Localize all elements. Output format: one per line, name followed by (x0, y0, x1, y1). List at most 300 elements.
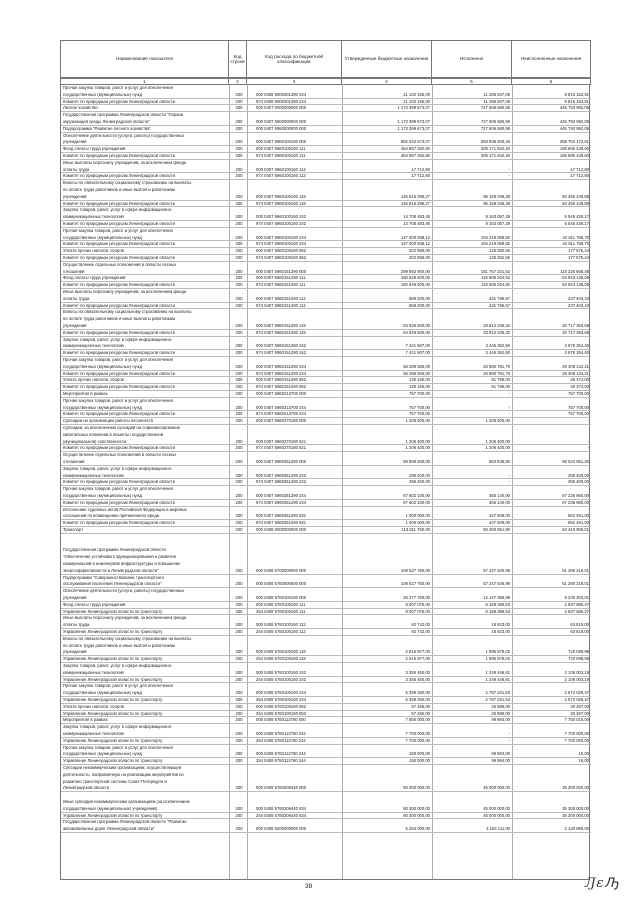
cell-name: Закупка товаров, работ, услуг в сфере информационно- (63, 337, 173, 342)
table-row (61, 465, 591, 472)
header-code: Код строки (229, 41, 247, 78)
cell-rest: 63 819,00 (570, 630, 589, 634)
cell-approved: 92 742,00 (411, 623, 430, 628)
cell-kbk: 000 0407 5960213700 244 (256, 405, 307, 410)
cell-name: Иные субсидии некоммерческим организациям (за исключением (63, 800, 190, 804)
table-row (61, 506, 591, 513)
cell-rest: 177 575,44 (568, 256, 589, 260)
cell-code: 200 (235, 711, 243, 716)
cell-name: Подпрограмма "Развитие лесного хозяйства" (63, 126, 152, 131)
cell-done: 33 812 236,32 (483, 330, 510, 335)
table-row (61, 818, 591, 825)
cell-rest: 757 700,00 (568, 412, 589, 417)
cell-name: Комитет по природным ресурсам Ленинградской области (63, 521, 175, 526)
cell-kbk: 000 0408 5760113760 242 (256, 732, 306, 736)
cell-name: Закупка товаров, работ, услуг в сфере информационно- (63, 664, 173, 668)
cell-name: обслуживания населения Ленинградской области" (63, 582, 162, 587)
cell-code: 200 (235, 609, 243, 614)
cell-rest: 30 367,00 (570, 711, 589, 716)
cell-code: 200 (235, 276, 243, 281)
cell-approved: 1 173 399 673,07 (397, 126, 430, 131)
header-kbk: Код расхода по бюджетной классификации (247, 41, 342, 78)
cell-kbk: 974 0407 5960270180 521 (256, 446, 307, 451)
cell-name: учреждений (63, 650, 87, 655)
cell-rest: 8 230 203,01 (564, 596, 589, 600)
cell-approved: 67 602 100,00 (403, 500, 430, 505)
cell-name: Закупка товаров, работ, услуг в сфере информационно- (63, 208, 173, 213)
cell-name: "Обеспечение устойчивого функционирования и развития (63, 555, 176, 560)
cell-name: Комитет по природным ресурсам Ленинградской области (63, 385, 175, 390)
cell-name: Управление Ленинградской области по транспорту (63, 698, 163, 702)
cell-kbk: 000 0408 5760206440 634 (256, 806, 307, 811)
cell-name: Транспорт (63, 528, 84, 532)
cell-done: 60 400 651,90 (483, 528, 510, 532)
cell-approved: 80 300 000,00 (403, 786, 430, 791)
cell-approved: 17 712,80 (411, 174, 430, 179)
column-number: 6 (512, 79, 591, 85)
cell-code: 200 (235, 786, 243, 791)
cell-approved: 1 206 400,00 (405, 439, 430, 444)
cell-approved: 1 173 399 673,07 (397, 120, 430, 124)
cell-done: 104 219 069,82 (480, 242, 510, 247)
cell-approved: 14 708 483,46 (403, 222, 430, 226)
cell-name: Государственная программа Ленинградской области "Охрана (63, 113, 184, 118)
cell-rest: - (587, 439, 589, 444)
table-row (61, 159, 591, 166)
cell-rest: 16,00 (578, 752, 589, 757)
cell-name: государственных (муниципальных) нужд (63, 235, 143, 240)
cell-kbk: 000 0407 5960151290 242 (256, 344, 307, 349)
cell-code: 200 (235, 147, 243, 152)
cell-approved: 56 288 926,00 (403, 364, 430, 369)
cell-rest: 17 712,80 (570, 174, 589, 179)
cell-approved: 669 200,00 (409, 303, 430, 308)
table-row (61, 744, 591, 751)
cell-name: Комитет по природным ресурсам Ленинградской области (63, 242, 175, 247)
cell-approved: 21 102 156,00 (403, 99, 430, 104)
cell-name: Управление Ленинградской области по транспорту (63, 813, 163, 818)
cell-code: 200 (235, 269, 243, 274)
column-number: 2 (229, 79, 247, 85)
cell-approved: 757 700,00 (409, 392, 430, 396)
cell-code: 200 (235, 283, 243, 288)
cell-approved: 147 000 938,12 (400, 242, 430, 247)
cell-name: Управление Ленинградской области по транспорту (63, 609, 163, 614)
cell-approved: 92 742,00 (411, 630, 430, 634)
table-row (61, 315, 591, 322)
cell-name: Комитет по природным ресурсам Ленинградской области (63, 256, 175, 260)
cell-rest: 3 976 254,40 (564, 351, 589, 356)
cell-done: 57 247 540,99 (483, 568, 510, 573)
cell-approved: 1 000 000,00 (405, 514, 430, 519)
table-row (61, 764, 591, 771)
cell-approved: 3 355 450,00 (405, 677, 430, 682)
cell-name: Комитет по природным ресурсам Ленинградской области (63, 154, 175, 158)
cell-kbk: 000 0407 5960100160 244 (256, 235, 307, 240)
cell-done: 26 880 791,79 (483, 364, 510, 369)
cell-code: 200 (235, 704, 243, 709)
cell-name: соглашений по возмещению причиненного вреда (63, 514, 160, 519)
cell-name: Обеспечение деятельности (услуги, работы) государственных (63, 589, 185, 594)
table-row (61, 179, 591, 186)
cell-code: 200 (235, 351, 243, 356)
cell-name: Комитет по природным ресурсам Ленинградской области (63, 222, 175, 226)
cell-name: развитию транспортной системы Санкт-Петербурга и (63, 779, 167, 784)
cell-rest: - (587, 419, 589, 424)
cell-rest: 562 491,00 (568, 514, 589, 519)
cell-name: автомобильных дорог Ленинградской области" (63, 827, 155, 832)
cell-done: 2 787 231,53 (485, 691, 510, 696)
cell-kbk: 974 0407 5960100160 112 (256, 174, 306, 179)
cell-code: 200 (235, 378, 243, 383)
cell-name: по оплате труда работников и иные выплаты работникам (63, 643, 175, 648)
cell-rest: 445 793 992,09 (559, 106, 589, 111)
cell-code: 200 (235, 670, 243, 675)
cell-code: 200 (235, 514, 243, 519)
cell-kbk: 254 0408 5760206440 634 (256, 813, 307, 818)
cell-kbk: 254 0408 5760100160 119 (256, 657, 306, 662)
cell-rest: 63 943 135,08 (562, 276, 589, 281)
cell-approved: 1 000 000,00 (405, 521, 430, 526)
cell-rest: 29 408 134,21 (562, 364, 589, 369)
cell-done: - (508, 738, 510, 743)
table-row (61, 614, 591, 621)
page-number: 38 (305, 883, 313, 890)
cell-rest: 3 976 254,40 (564, 344, 589, 349)
cell-rest: 7 700 000,00 (564, 738, 589, 743)
cell-done: 95 159 048,39 (483, 201, 510, 206)
cell-name: Уплата прочих налогов, сборов (63, 704, 124, 709)
cell-approved: 56 288 926,00 (403, 371, 430, 376)
cell-name: Комитет по природным ресурсам Ленинградской области (63, 303, 175, 308)
cell-rest: 258 704 172,61 (559, 140, 589, 145)
cell-name: Иные выплаты персоналу учреждений, за исключением фонда (63, 160, 187, 165)
cell-rest: - (587, 446, 589, 451)
cell-done: 727 606 680,98 (480, 106, 510, 111)
cell-code: 200 (235, 813, 243, 818)
cell-approved: 9 007 076,00 (405, 609, 430, 614)
cell-done: 1 895 878,02 (485, 650, 510, 655)
cell-kbk: 000 0407 0000000000 000 (256, 106, 307, 111)
cell-done: 181 757 231,52 (480, 269, 510, 274)
cell-done: - (508, 412, 510, 417)
cell-rest: 562 491,00 (568, 521, 589, 526)
cell-rest: 296 400,00 (568, 480, 589, 485)
cell-kbk: 000 0407 5960000000 000 (256, 126, 307, 131)
table-row (61, 553, 591, 560)
cell-done: 125 382,56 (489, 249, 510, 254)
cell-kbk: 000 0407 5960151290 000 (256, 269, 307, 274)
cell-code: 200 (235, 827, 243, 832)
cell-kbk: 254 0408 5760100160 852 (256, 711, 307, 716)
cell-code: 200 (235, 623, 243, 628)
cell-name: Комитет по природным ресурсам Ленинградской области (63, 351, 175, 356)
cell-done: - (508, 732, 510, 736)
table-row (61, 546, 591, 553)
table-row (61, 206, 591, 213)
cell-kbk: 000 0408 5760100160 119 (256, 650, 306, 655)
cell-name: государственных (муниципальных) нужд (63, 405, 143, 410)
cell-kbk: 000 0407 5960100160 111 (256, 147, 306, 152)
cell-kbk: 000 0408 5760113760 244 (256, 752, 306, 757)
cell-done: 104 219 069,82 (480, 235, 510, 240)
cell-kbk: 000 0407 5960100160 112 (256, 167, 306, 172)
cell-code: 200 (235, 371, 243, 376)
cell-rest: 2 106 003,19 (564, 677, 589, 682)
cell-approved: 108 527 760,00 (400, 568, 430, 573)
cell-done: - (508, 480, 510, 485)
cell-name: Государственная программа Ленинградской области "Развитие (63, 820, 187, 825)
cell-rest: 17 712,80 (570, 167, 589, 172)
header-rest: Неисполненные назначения (512, 41, 591, 78)
cell-kbk: 000 0407 5960100160 242 (256, 215, 307, 220)
cell-kbk: 974 0407 5960100160 852 (256, 256, 307, 260)
cell-rest: 63 819,00 (570, 623, 589, 628)
cell-rest: 2 106 003,19 (564, 670, 589, 675)
cell-name: Фонд оплаты труда учреждений (63, 602, 126, 607)
cell-approved: 3 355 450,00 (405, 670, 430, 675)
table-row (61, 111, 591, 118)
cell-kbk: 000 0407 5960151290 852 (256, 378, 307, 383)
cell-code: 200 (235, 602, 243, 607)
cell-rest: 757 700,00 (568, 405, 589, 410)
cell-name: Исполнение судебных актов Российской Федерации и мировых (63, 507, 187, 512)
cell-rest: 35 300 000,00 (562, 806, 589, 811)
table-header (60, 40, 591, 78)
header-done: Исполнено (432, 41, 512, 78)
cell-name: государственных (муниципальных) нужд (63, 364, 143, 369)
cell-kbk: 974 0407 5960351290 831 (256, 521, 307, 526)
cell-rest: 177 575,44 (568, 249, 589, 254)
cell-done: 305 171 842,40 (480, 147, 510, 152)
cell-name: Прочая закупка товаров, работ и услуг для обеспечения (63, 86, 173, 90)
cell-name: Прочая закупка товаров, работ и услуг для обеспечения (63, 745, 173, 750)
cell-code: 200 (235, 677, 243, 682)
cell-name: коммуникационных технологий (63, 670, 124, 675)
cell-done: 431 796,57 (489, 303, 510, 308)
cell-kbk: 974 0407 5960151290 119 (256, 330, 306, 335)
cell-name: по оплате труда работников и иные выплаты работникам (63, 188, 175, 192)
cell-kbk: 974 0407 5960100160 244 (256, 242, 307, 247)
cell-kbk: 974 0407 5960213700 244 (256, 412, 307, 417)
cell-code: 200 (235, 392, 243, 396)
header-approved: Утвержденные бюджетные назначения (342, 41, 432, 78)
cell-name: Субсидии на организацию работы лесничеств (63, 419, 154, 424)
cell-name: Комитет по природным ресурсам Ленинградской области (63, 283, 175, 288)
cell-rest: 237 403,43 (568, 303, 589, 308)
table-row (61, 186, 591, 193)
cell-done: 6 169 389,53 (485, 609, 510, 614)
table-row (61, 642, 591, 649)
cell-done: 727 606 680,98 (480, 120, 510, 124)
cell-kbk: 974 0407 5960100160 242 (256, 222, 307, 226)
cell-code: 200 (235, 154, 243, 158)
cell-code: 200 (235, 528, 243, 532)
cell-approved: 67 602 100,00 (403, 494, 430, 498)
cell-name: Комитет по природным ресурсам Ленинградской области (63, 480, 175, 485)
cell-approved: 145 615 298,27 (400, 201, 430, 206)
cell-done: 365 140,00 (489, 494, 510, 498)
cell-approved: 150 000,00 (409, 759, 430, 764)
cell-done: 437 509,00 (489, 514, 510, 519)
cell-done: 81 786,00 (491, 385, 510, 390)
cell-code: 200 (235, 201, 243, 206)
cell-code: 200 (235, 521, 243, 526)
cell-name: оплаты труда (63, 296, 90, 301)
table-row (61, 451, 591, 458)
table-row (61, 798, 591, 805)
cell-approved: 7 421 607,00 (405, 351, 430, 356)
cell-name: Прочая закупка товаров, работ и услуг для обеспечения (63, 487, 173, 492)
cell-code: 200 (235, 330, 243, 335)
cell-done: 125 382,56 (489, 256, 510, 260)
cell-name: коммуникационных технологий (63, 215, 124, 220)
cell-code: 200 (235, 759, 243, 764)
cell-kbk: 000 0408 5760206440 000 (256, 786, 307, 791)
cell-done: 1 249 446,81 (485, 670, 510, 675)
cell-rest: 118 226 668,48 (560, 269, 589, 274)
cell-name: Прочая закупка товаров, работ и услуг для обеспечения (63, 358, 173, 362)
cell-name: энергоэффективности в Ленинградской области" (63, 568, 159, 573)
cell-rest: 445 793 992,09 (559, 126, 589, 131)
cell-name: Мероприятия в рамках (63, 392, 108, 396)
table-row (61, 533, 591, 540)
table-row (61, 132, 591, 139)
cell-kbk: 254 0408 5760100160 242 (256, 677, 307, 682)
cell-rest: 2 572 028,47 (564, 691, 589, 696)
cell-kbk: 000 0407 5960151290 119 (256, 324, 306, 328)
cell-kbk: 000 0407 5960351290 000 (256, 460, 307, 464)
cell-code: 200 (235, 92, 243, 97)
cell-code: 200 (235, 324, 243, 328)
cell-code: 200 (235, 174, 243, 179)
cell-approved: 80 300 000,00 (403, 813, 430, 818)
cell-code: 200 (235, 364, 243, 369)
cell-done: - (508, 167, 510, 172)
cell-approved: 150 000,00 (409, 752, 430, 757)
column-number: 1 (61, 79, 229, 85)
cell-rest: 42 811 768,70 (562, 242, 589, 247)
cell-code: 200 (235, 412, 243, 417)
cell-rest: 7 750 016,00 (564, 718, 589, 723)
cell-name: окружающей среды Ленинградской области" (63, 120, 150, 124)
cell-kbk: 000 0407 5960213700 000 (256, 392, 307, 396)
cell-name: Ленинградской области (63, 786, 110, 791)
cell-code: 200 (235, 249, 243, 254)
table-row (61, 336, 591, 343)
cell-done: 11 286 847,09 (483, 99, 510, 104)
cell-approved: 1 206 400,00 (405, 446, 430, 451)
column-number: 3 (247, 79, 342, 85)
cell-name: Закупка товаров, работ, услуг в сфере информационно- (63, 725, 173, 730)
cell-kbk: 974 0407 5960151290 852 (256, 385, 307, 390)
cell-name: Комитет по природным ресурсам Ленинградской области (63, 174, 175, 179)
table-row (61, 791, 591, 798)
cell-approved: 180 549 400,00 (400, 283, 430, 288)
cell-done: 18 923,00 (491, 630, 510, 634)
cell-code: 200 (235, 256, 243, 260)
cell-name: Комитет по природным ресурсам Ленинградской области (63, 500, 175, 505)
cell-code: 200 (235, 303, 243, 308)
cell-rest: 48 374,00 (570, 385, 589, 390)
cell-name: учреждений (63, 324, 87, 328)
cell-rest: 68 034 851,20 (562, 460, 589, 464)
cell-name: Фонд оплаты труда учреждений (63, 147, 126, 152)
table-row (61, 431, 591, 438)
cell-code: 200 (235, 650, 243, 655)
cell-approved: 852 542 673,07 (400, 140, 430, 145)
table-row (61, 485, 591, 492)
cell-kbk: 000 0407 5960351290 244 (256, 494, 307, 498)
cell-rest: 50 456 249,88 (562, 194, 589, 199)
cell-name: Комитет по природным ресурсам Ленинградской области (63, 201, 175, 206)
cell-name: Обеспечение деятельности (услуги, работы) государственных (63, 133, 185, 138)
cell-name: Субсидии, за исключением субсидий на софинансирование (63, 426, 181, 430)
cell-approved: 54 529 600,00 (403, 330, 430, 335)
cell-kbk: 000 0408 0000000000 000 (256, 528, 307, 532)
cell-done: 57 247 540,99 (483, 582, 510, 587)
cell-name: Прочая закупка товаров, работ и услуг для обеспечения (63, 228, 173, 233)
table-row (61, 308, 591, 315)
cell-name: капитальных вложений в объекты государственной (63, 432, 164, 437)
cell-name: Управление Ленинградской области по транспорту (63, 738, 163, 743)
cell-name: отношений (63, 460, 85, 464)
cell-kbk: 974 0407 5960351290 244 (256, 500, 307, 505)
cell-kbk: 000 0408 5760100160 111 (256, 602, 306, 607)
cell-rest: 9 816 152,91 (564, 99, 589, 104)
cell-name: Комитет по природным ресурсам Ленинградской области (63, 99, 175, 104)
cell-approved: 7 850 000,00 (405, 718, 430, 723)
cell-name: Осуществление отдельных полномочий в области лесных (63, 262, 177, 267)
cell-name: Комитет по природным ресурсам Ленинградской области (63, 412, 175, 417)
cell-kbk: 254 0408 5760100160 112 (256, 630, 306, 634)
cell-rest: 51 280 219,01 (562, 582, 589, 587)
cell-name: Взносы по обязательному социальному страхованию на выплаты (63, 636, 192, 641)
cell-done: 9 163 057,29 (485, 215, 510, 220)
cell-code: 200 (235, 296, 243, 301)
cell-code: 200 (235, 167, 243, 172)
cell-code: 200 (235, 460, 243, 464)
table-row (61, 356, 591, 363)
cell-done: 11 286 847,09 (483, 92, 510, 97)
cell-done: 437 509,00 (489, 521, 510, 526)
cell-approved: 68 898 500,00 (403, 460, 430, 464)
cell-kbk: 000 0407 5960151290 244 (256, 364, 307, 369)
cell-done: - (508, 392, 510, 396)
cell-code: 200 (235, 439, 243, 444)
cell-kbk: 974 0407 5960100160 119 (256, 201, 306, 206)
cell-code: 200 (235, 657, 243, 662)
cell-kbk: 974 0407 5960151290 242 (256, 351, 307, 356)
cell-done: 1 206 400,00 (485, 439, 510, 444)
cell-done: 1 206 400,00 (485, 446, 510, 451)
cell-rest: 20 717 363,68 (562, 330, 589, 335)
cell-kbk: 000 0408 5200000000 000 (256, 827, 307, 832)
cell-name: Уплата прочих налогов, сборов (63, 249, 124, 254)
cell-name: государственных (муниципальных) учреждений) (63, 806, 158, 811)
cell-approved: 17 712,80 (411, 167, 430, 172)
cell-done: 3 445 352,60 (485, 351, 510, 356)
cell-kbk: 000 0408 5760100160 242 (256, 670, 307, 675)
cell-approved: 296 400,00 (409, 473, 430, 478)
cell-approved: 145 615 298,27 (400, 194, 430, 199)
cell-name: деятельность, направленную на реализацию мероприятий по (63, 772, 184, 777)
column-number: 4 (342, 79, 432, 85)
cell-rest: 63 943 135,08 (562, 283, 589, 288)
cell-name: Управление Ленинградской области по транспорту (63, 630, 163, 634)
cell-done: 431 796,57 (489, 296, 510, 301)
cell-rest: 51 280 219,01 (562, 568, 589, 573)
